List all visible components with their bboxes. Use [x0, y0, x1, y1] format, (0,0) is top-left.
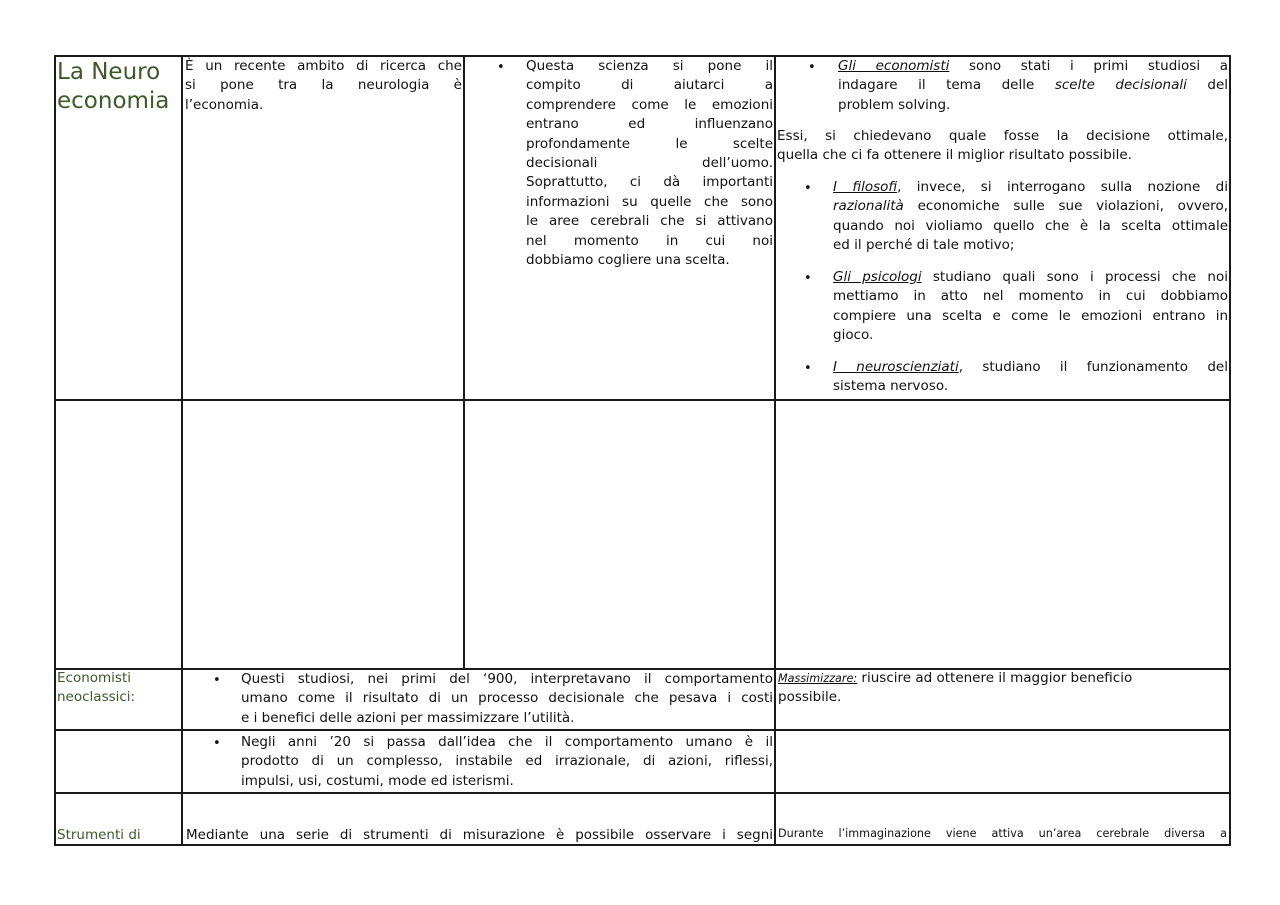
science-line-3: comprendere come le emozioni: [526, 96, 773, 113]
bullet-icon: •: [804, 361, 812, 376]
table-border-left: [54, 55, 56, 846]
philosophers-line-2-rest: economiche sulle sue violazioni, ovvero,: [903, 198, 1228, 215]
science-purpose-text: [526, 57, 773, 270]
column-divider-2: [463, 55, 465, 670]
definition-line-2: si pone tra la neurologia è: [185, 77, 462, 94]
philosophers-item: [833, 178, 1228, 256]
paragraph-line-1: Essi, si chiedevano quale fosse la decisione ottimale,: [777, 128, 1228, 144]
philosophers-line-3: quando noi violiamo quello che è la scelta ottimale: [833, 217, 1228, 234]
science-line-10: nel momento in cui noi: [526, 232, 773, 249]
twenties-line-3: impulsi, usi, costumi, mode ed isterismi.: [241, 772, 514, 789]
paragraph-line-2: quella che ci fa ottenere il miglior risultato possibile.: [777, 147, 1132, 164]
row-divider-3: [54, 729, 1231, 731]
table-border-right: [1229, 55, 1231, 846]
bullet-icon: •: [213, 673, 221, 688]
maximize-line-2: possibile.: [778, 689, 842, 706]
neuroscientists-line-1-rest: , studiano il funzionamento del: [958, 359, 1228, 375]
neoclassical-line-1: Questi studiosi, nei primi del ‘900, interpretavano il comportamento: [241, 671, 773, 687]
neuroscientists-term: I neuroscienziati: [833, 359, 959, 375]
neoclassical-text: [241, 670, 773, 728]
economists-line-1: [838, 57, 1228, 76]
column-divider-1: [181, 55, 183, 846]
psychologists-line-3: compiere una scelta e come le emozioni entrano in: [833, 307, 1228, 324]
rationality-term: razionalità: [833, 198, 904, 215]
row-divider-1: [54, 399, 1231, 401]
economists-line-2: [838, 76, 1228, 95]
bullet-icon: •: [804, 271, 812, 286]
economists-term: Gli economisti: [838, 58, 950, 74]
section-title: [57, 58, 181, 116]
decision-choices-term: scelte decisionali: [1054, 77, 1187, 94]
science-line-7: Soprattutto, ci dà importanti: [526, 174, 773, 191]
psychologists-item: [833, 268, 1228, 346]
philosophers-line-4: ed il perché di tale motivo;: [833, 237, 1015, 254]
tools-label: Strumenti di: [57, 827, 141, 843]
tools-text: Mediante una serie di strumenti di misurazione è possibile osservare i segni: [186, 827, 773, 843]
psychologists-term: Gli psicologi: [833, 269, 922, 285]
psychologists-line-4: gioco.: [833, 327, 874, 344]
twenties-text: [241, 733, 773, 791]
neuroscientists-line-2: sistema nervoso.: [833, 378, 949, 395]
psychologists-line-1-rest: studiano quali sono i processi che noi: [921, 269, 1228, 285]
neuroscientists-line-1: [833, 358, 1228, 377]
column-divider-3: [774, 55, 776, 846]
twenties-line-1: Negli anni ’20 si passa dall’idea che il comportamento umano è il: [241, 734, 773, 750]
section-title-line-2: economia: [57, 88, 170, 114]
bullet-icon: •: [808, 60, 816, 75]
economists-line-2-a: indagare il tema delle: [838, 77, 1055, 94]
maximize-definition: [778, 669, 1228, 708]
neoclassical-line-2: umano come il risultato di un processo decisionale che pesava i costi: [241, 690, 773, 707]
philosophers-line-2: [833, 197, 1228, 216]
definition-line-3: l’economia.: [185, 96, 264, 113]
science-line-11: dobbiamo cogliere una scelta.: [526, 252, 730, 269]
row-divider-4: [54, 792, 1231, 794]
bullet-icon: •: [497, 60, 505, 75]
science-line-2: compito di aiutarci a: [526, 77, 773, 94]
neuroscientists-item: [833, 358, 1228, 397]
neoclassical-label-line-2: neoclassici:: [57, 689, 136, 706]
neoclassical-line-3: e i benefici delle azioni per massimizzare l’utilità.: [241, 709, 575, 726]
philosophers-line-1: [833, 178, 1228, 197]
science-line-1: Questa scienza si pone il: [526, 58, 773, 74]
philosophers-line-1-rest: , invece, si interrogano sulla nozione di: [897, 179, 1228, 195]
definition-text: [185, 57, 462, 115]
bullet-icon: •: [213, 736, 221, 751]
psychologists-line-2: mettiamo in atto nel momento in cui dobbiamo: [833, 288, 1228, 305]
imagination-text: Durante l’immaginazione viene attiva un’area cerebrale diversa a: [778, 827, 1227, 840]
science-line-9: le aree cerebrali che si attivano: [526, 213, 773, 230]
definition-line-1: È un recente ambito di ricerca che: [185, 58, 462, 74]
economists-line-2-b: del: [1186, 77, 1228, 94]
maximize-line-1: [778, 669, 1228, 688]
economists-item: [838, 57, 1228, 115]
science-line-5: profondamente le scelte: [526, 135, 773, 152]
economists-line-3: problem solving.: [838, 96, 951, 113]
optimal-decision-paragraph: [777, 127, 1228, 166]
bullet-icon: •: [804, 181, 812, 196]
section-title-line-1: La Neuro: [57, 59, 161, 85]
science-line-8: informazioni su quelle che sono: [526, 193, 773, 210]
maximize-term: Massimizzare:: [778, 672, 858, 685]
neoclassical-label: [57, 669, 181, 708]
neoclassical-label-line-1: Economisti: [57, 670, 132, 686]
twenties-line-2: prodotto di un complesso, instabile ed irrazionale, di azioni, riflessi,: [241, 753, 773, 770]
psychologists-line-1: [833, 268, 1228, 287]
science-line-6: decisionali dell’uomo.: [526, 155, 773, 172]
philosophers-term: I filosofi: [833, 179, 898, 195]
science-line-4: entrano ed influenzano: [526, 116, 773, 133]
economists-line-1-rest: sono stati i primi studiosi a: [949, 58, 1228, 74]
maximize-line-1-rest: riuscire ad ottenere il maggior beneficio: [857, 670, 1133, 686]
